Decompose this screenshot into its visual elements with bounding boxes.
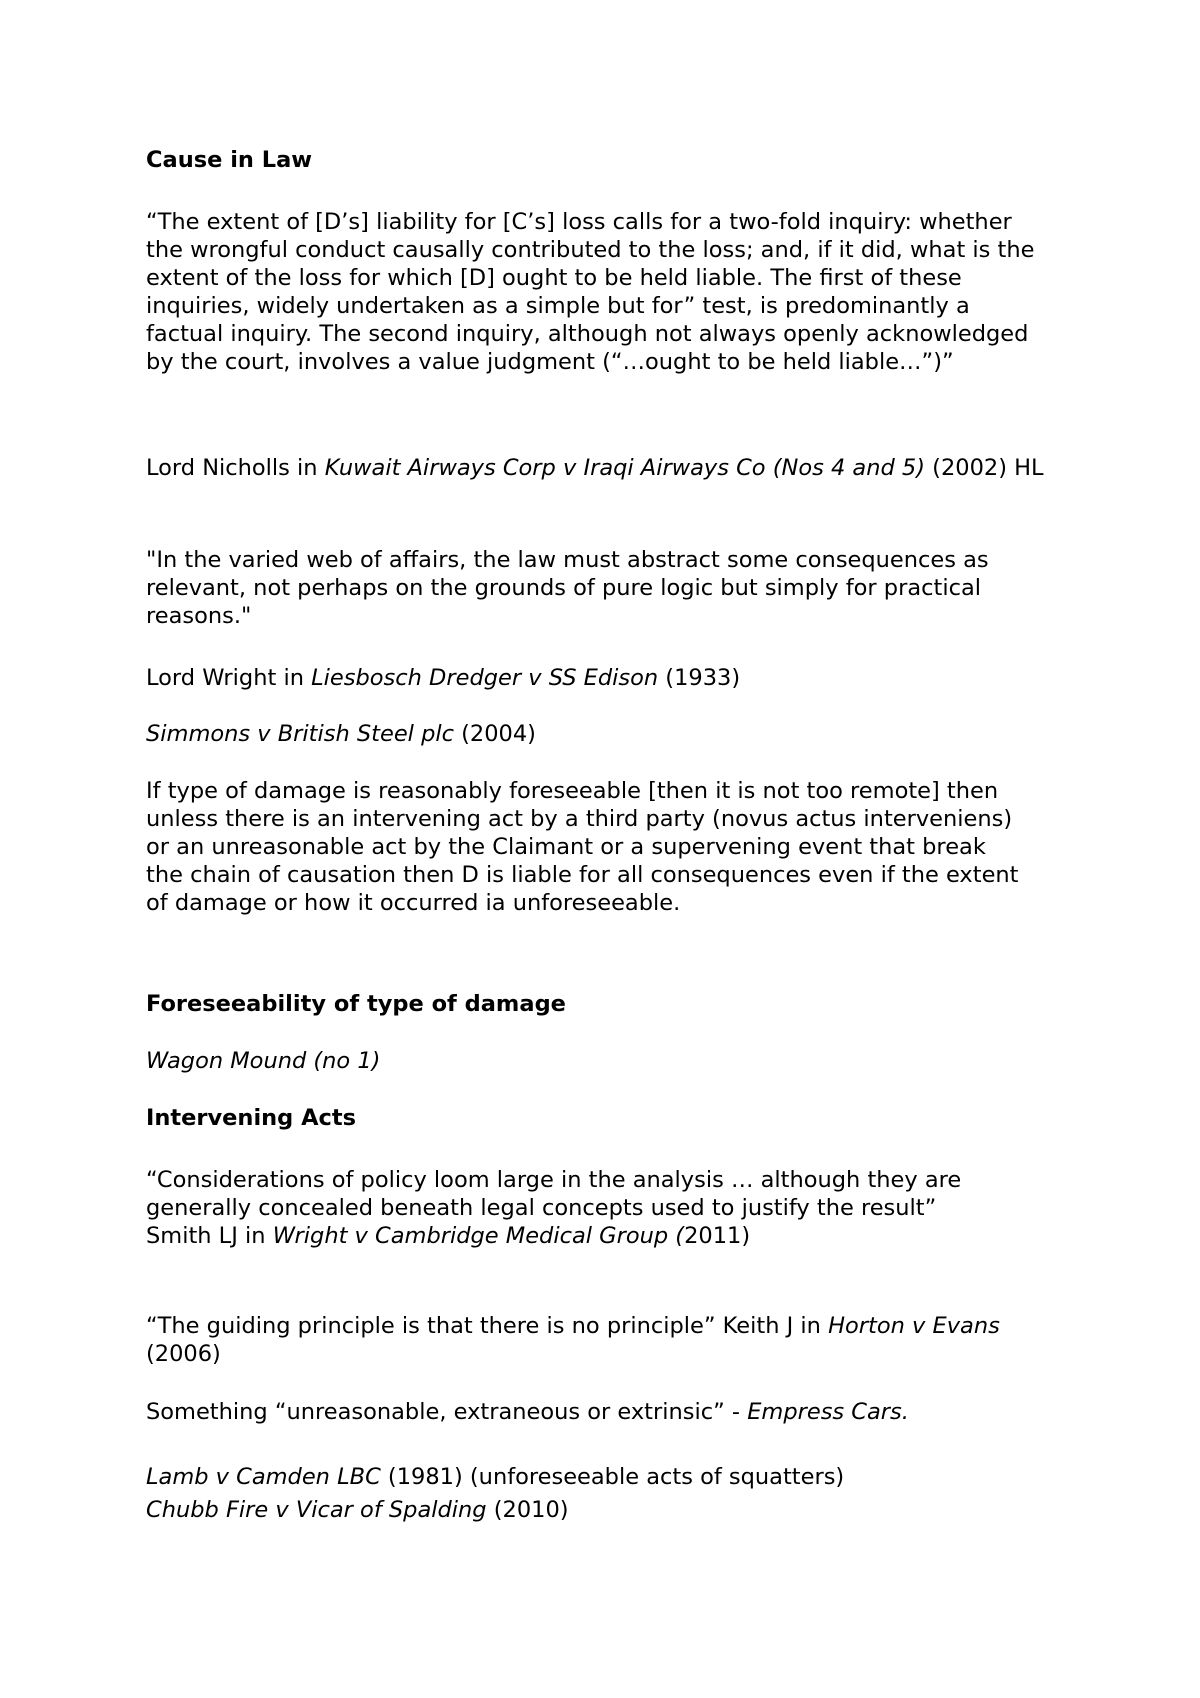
citation-liesbosch-prefix: Lord Wright in bbox=[146, 665, 312, 691]
citation-liesbosch-suffix: (1933) bbox=[658, 665, 741, 691]
citation-simmons-case: Simmons v British Steel plc bbox=[146, 721, 454, 747]
citation-simmons-suffix: (2004) bbox=[453, 721, 536, 747]
quote-horton bbox=[146, 1312, 1016, 1368]
quote-empress bbox=[146, 1398, 909, 1426]
quote-horton-text: “The guiding principle is that there is no principle” Keith J in bbox=[146, 1313, 829, 1339]
citation-lamb bbox=[146, 1463, 844, 1491]
citation-lamb-case: Lamb v Camden LBC bbox=[146, 1464, 381, 1490]
citation-liesbosch-case: Liesbosch Dredger v SS Edison bbox=[311, 665, 659, 691]
quote-liesbosch: "In the varied web of affairs, the law must abstract some consequences as relevant, not perhaps on the grounds of pure logic but simply for practical reasons." bbox=[146, 547, 989, 629]
citation-kuwait-case: Kuwait Airways Corp v Iraqi Airways Co (Nos 4 and 5) bbox=[324, 455, 926, 481]
quote-wright-suffix: 2011) bbox=[684, 1223, 751, 1249]
citation-simmons bbox=[146, 720, 536, 748]
heading-intervening-acts: Intervening Acts bbox=[146, 1105, 357, 1131]
quote-horton-suffix: (2006) bbox=[146, 1341, 221, 1367]
quote-empress-case: Empress Cars. bbox=[747, 1399, 909, 1425]
citation-kuwait bbox=[146, 454, 1051, 482]
citation-kuwait-suffix: (2002) HL bbox=[925, 455, 1044, 481]
citation-chubb bbox=[146, 1496, 569, 1524]
quote-horton-case: Horton v Evans bbox=[828, 1313, 1000, 1339]
heading-foreseeability: Foreseeability of type of damage bbox=[146, 991, 566, 1017]
quote-wright-case: Wright v Cambridge Medical Group ( bbox=[272, 1223, 685, 1249]
citation-chubb-suffix: (2010) bbox=[486, 1497, 569, 1523]
citation-lamb-suffix: (1981) (unforeseeable acts of squatters) bbox=[380, 1464, 845, 1490]
citation-wagon-mound-case: Wagon Mound (no 1) bbox=[146, 1048, 381, 1074]
quote-empress-text: Something “unreasonable, extraneous or extrinsic” - bbox=[146, 1399, 748, 1425]
citation-chubb-case: Chubb Fire v Vicar of Spalding bbox=[146, 1497, 487, 1523]
rule-paragraph: If type of damage is reasonably foreseeable [then it is not too remote] then unless there is an intervening act by a third party (novus actus interveniens) or an unreasonable act by the Claimant or a supervening event that break the chain of causation then D is liable for all consequences even if the extent of damage or how it occurred ia unforeseeable. bbox=[146, 778, 1019, 916]
citation-wagon-mound bbox=[146, 1047, 380, 1075]
heading-cause-in-law: Cause in Law bbox=[146, 147, 313, 173]
quote-wright-text: “Considerations of policy loom large in the analysis … although they are generally concealed beneath legal concepts used to justify the result” Smith LJ in bbox=[146, 1167, 962, 1249]
citation-liesbosch bbox=[146, 664, 740, 692]
citation-kuwait-prefix: Lord Nicholls in bbox=[146, 455, 325, 481]
quote-wright bbox=[146, 1166, 1006, 1250]
quote-kuwait: “The extent of [D’s] liability for [C’s] loss calls for a two-fold inquiry: whether the wrongful conduct causally contributed to the loss; and, if it did, what is the extent of the loss for which [D] ought to be held liable. The first of these inquiries, widely undertaken as a simple but for” test, is predominantly a factual inquiry. The second inquiry, although not always openly acknowledged by the court, involves a value judgment (“…ought to be held liable…”)” bbox=[146, 209, 1035, 375]
